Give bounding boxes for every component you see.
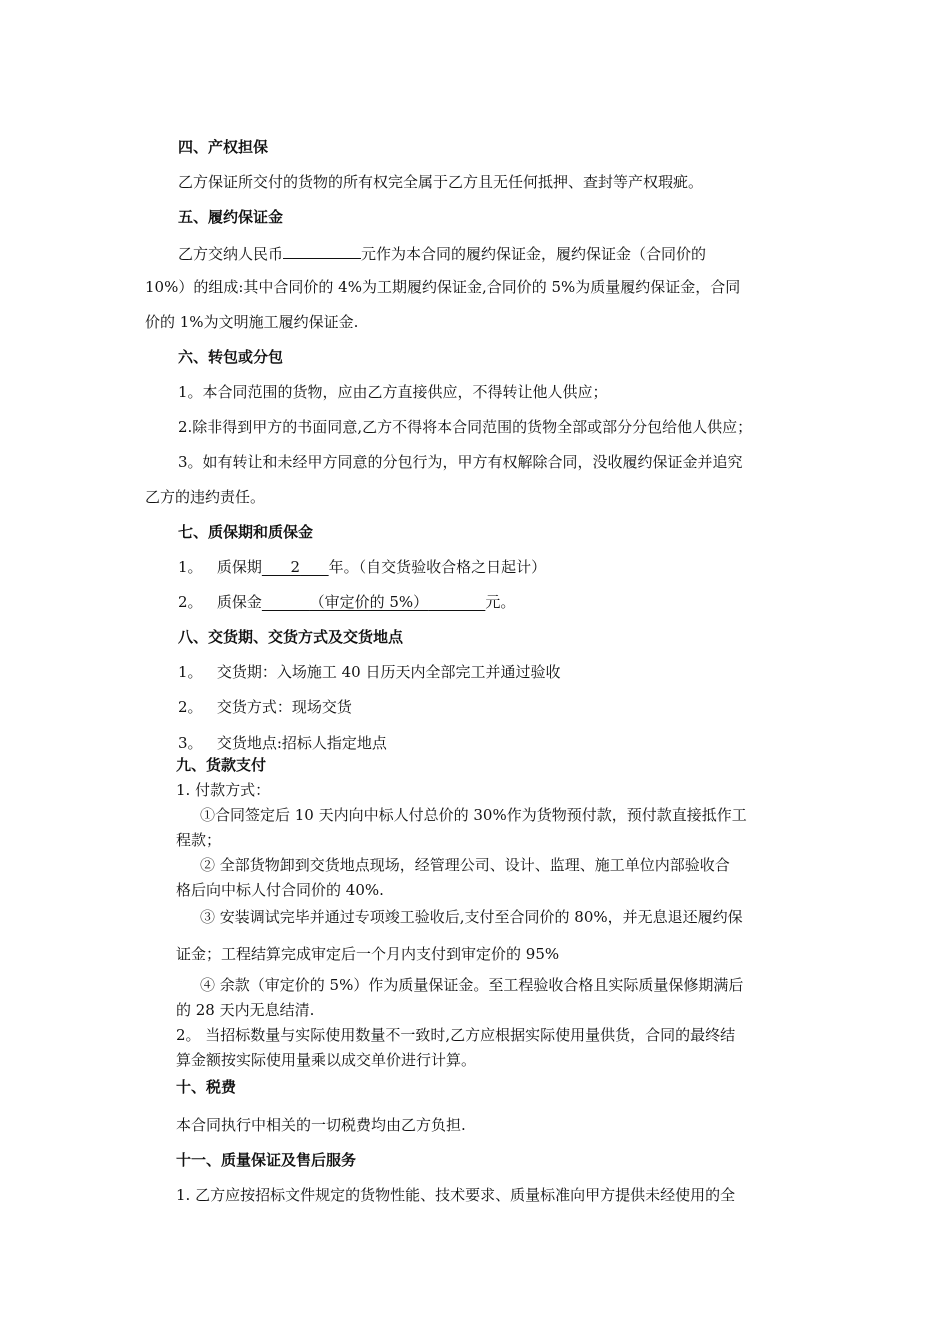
delivery-location: 交货地点:招标人指定地点 xyxy=(216,734,387,752)
item-number: 1。 xyxy=(178,663,203,681)
payment-clause-4-cont: 的 28 天内无息结清. xyxy=(176,1001,315,1019)
warranty-deposit-label: 质保金 xyxy=(216,593,262,611)
warranty-deposit-value xyxy=(262,593,485,611)
section-11-heading: 十一、质量保证及售后服务 xyxy=(176,1151,357,1169)
item-number: 1。 xyxy=(178,558,203,576)
delivery-method: 交货方式：现场交货 xyxy=(216,698,352,716)
section-9-heading: 九、货款支付 xyxy=(176,756,267,774)
payment-clause-3: ③ 安装调试完毕并通过专项竣工验收后,支付至合同价的 80%，并无息退还履约保 xyxy=(200,908,743,926)
deposit-amount-blank xyxy=(283,242,361,259)
warranty-period-value xyxy=(262,558,329,576)
quantity-settlement-clause: 2。 当招标数量与实际使用数量不一致时,乙方应根据实际使用量供货，合同的最终结 xyxy=(176,1026,736,1044)
item-number: 2。 xyxy=(178,698,203,716)
section-10-paragraph: 本合同执行中相关的一切税费均由乙方负担. xyxy=(176,1116,466,1134)
section-4-paragraph: 乙方保证所交付的货物的所有权完全属于乙方且无任何抵押、查封等产权瑕疵。 xyxy=(178,173,704,191)
payment-clause-2-cont: 格后向中标人付合同价的 40%. xyxy=(176,881,384,899)
section-5-line-1 xyxy=(178,242,706,264)
delivery-method-line xyxy=(178,697,352,717)
deposit-text-end: 元作为本合同的履约保证金，履约保证金（合同价的 xyxy=(361,245,707,263)
section-6-heading: 六、转包或分包 xyxy=(178,348,284,366)
payment-method-label: 1. 付款方式： xyxy=(176,781,271,799)
section-5-heading: 五、履约保证金 xyxy=(178,208,284,226)
payment-clause-1: ①合同签定后 10 天内向中标人付总价的 30%作为货物预付款，预付款直接抵作工 xyxy=(200,806,747,824)
delivery-period: 交货期：入场施工 40 日历天内全部完工并通过验收 xyxy=(216,663,561,681)
payment-clause-3-cont: 证金；工程结算完成审定后一个月内支付到审定价的 95% xyxy=(176,945,560,963)
warranty-deposit-rest: 元。 xyxy=(485,593,516,611)
section-6-item-3-cont: 乙方的违约责任。 xyxy=(145,488,266,506)
warranty-period-line xyxy=(178,557,546,577)
payment-clause-1-cont: 程款； xyxy=(176,831,222,849)
quantity-settlement-clause-cont: 算金额按实际使用量乘以成交单价进行计算。 xyxy=(176,1051,477,1069)
section-6-item-1: 1。本合同范围的货物，应由乙方直接供应，不得转让他人供应； xyxy=(178,383,608,401)
warranty-period-rest: 年。（自交货验收合格之日起计） xyxy=(328,558,547,576)
warranty-deposit-line xyxy=(178,592,515,612)
section-6-item-3: 3。如有转让和未经甲方同意的分包行为，甲方有权解除合同，没收履约保证金并追究 xyxy=(178,453,743,471)
section-8-heading: 八、交货期、交货方式及交货地点 xyxy=(178,628,404,646)
section-10-heading: 十、税费 xyxy=(176,1078,237,1096)
delivery-period-line xyxy=(178,662,561,682)
warranty-years: 2 xyxy=(290,558,301,576)
section-5-line-3: 价的 1%为文明施工履约保证金. xyxy=(145,313,359,331)
deposit-text-start: 乙方交纳人民币 xyxy=(178,245,284,263)
item-number: 2。 xyxy=(178,593,203,611)
delivery-location-line xyxy=(178,733,387,753)
payment-clause-2: ② 全部货物卸到交货地点现场，经管理公司、设计、监理、施工单位内部验收合 xyxy=(200,856,730,874)
payment-clause-4: ④ 余款（审定价的 5%）作为质量保证金。至工程验收合格且实际质量保修期满后 xyxy=(200,976,744,994)
warranty-deposit-amount: （审定价的 5%） xyxy=(309,593,429,611)
section-6-item-2: 2.除非得到甲方的书面同意,乙方不得将本合同范围的货物全部或部分分包给他人供应； xyxy=(178,418,753,436)
item-number: 3。 xyxy=(178,734,203,752)
warranty-period-label: 质保期 xyxy=(216,558,262,576)
section-5-line-2: 10%）的组成:其中合同价的 4%为工期履约保证金,合同价的 5%为质量履约保证金，合同 xyxy=(145,278,741,296)
section-7-heading: 七、质保期和质保金 xyxy=(178,523,314,541)
section-4-heading: 四、产权担保 xyxy=(178,138,269,156)
section-11-item-1: 1. 乙方应按招标文件规定的货物性能、技术要求、质量标准向甲方提供未经使用的全 xyxy=(176,1186,736,1204)
